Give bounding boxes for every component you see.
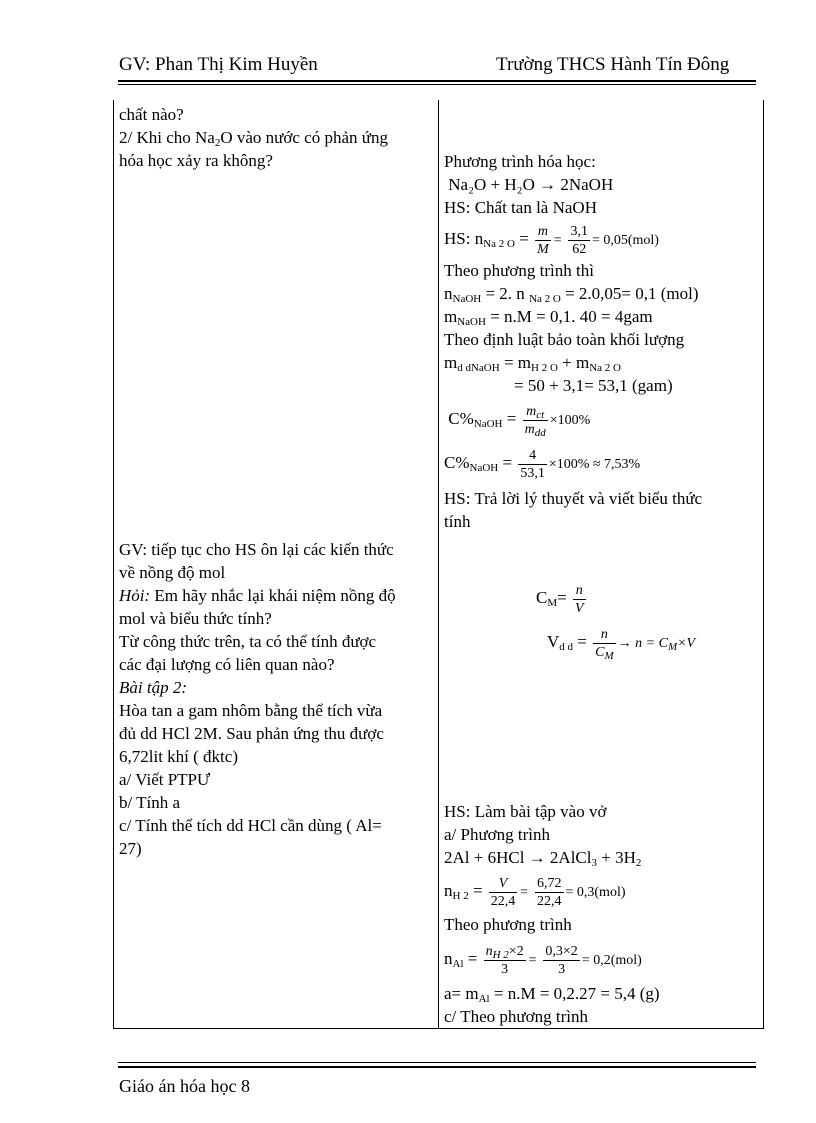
a-pt: a/ Phương trình [444,825,551,844]
c-pt: c/ Theo phương trình [444,1007,588,1026]
header-rule [118,80,756,82]
theo-pt-2: Theo phương trình [444,915,572,934]
right-column [444,150,756,533]
theo-pt: Theo phương trình thì [444,261,594,280]
calc-n-naoh: $n_{NaOH} = 2$. n $_{Na 2 O}$ = 2.0,05= 0,1 (mol) [444,284,699,305]
table-right-border [763,100,764,1029]
pt-title: Phương trình hóa học: [444,152,596,171]
v-formula: $V_{d d}$ = $\frac{n}{C_M}$ → $n = C_M\times V$ [547,626,696,662]
molarity-formulas [444,578,756,664]
hs-solute: HS: Chất tan là NaOH [444,198,597,217]
theo-dl: Theo định luật bảo toàn khối lượng [444,330,685,349]
question-c-2: 27) [119,839,142,858]
text-line: chất nào? [119,105,184,124]
calc-sum: = 50 + 3,1= 53,1 (gam) [514,376,673,395]
calc-mdd: $m_{d dNaOH} = m_{H 2 O} + m_{Na 2 O}$ [444,353,621,374]
equation-1: Na₂O + H₂O → 2NaOH [448,175,614,194]
table-left-border [113,100,114,1029]
c-pct-result: $C\%_{NaOH}$ = $\frac{4}{53,1}$ ×100% ≈ 7,53% [444,447,641,481]
solution-column [444,800,756,1028]
tu-line-2: các đại lượng có liên quan nào? [119,655,335,674]
table-mid-border [438,100,439,1029]
calc-n-h2: $n_{H 2}$ = $\frac{V}{22,4}$ = $\frac{6,72}{22,4}$ = 0,3(mol) [444,875,626,909]
footer-title: Giáo án hóa học 8 [119,1076,250,1096]
footer-rule [118,1066,756,1068]
exercise-label: Bài tập 2: [119,678,187,697]
footer-rule-thin [118,1062,756,1063]
calc-n-al: $n_{Al}$ = $\frac{n_{H 2}\times 2}{3}$ = $\frac{0,3\times 2}{3}$ = 0,2(mol) [444,943,642,977]
c-pct-formula: $C\%_{NaOH}$ = $\frac{m_{ct}}{m_{dd}}$ ×100% [448,403,591,439]
exercise-line-3: 6,72lit khí ( đktc) [119,747,238,766]
hoi-line-1: Hỏi: Em hãy nhắc lại khái niệm nồng độ [119,586,396,605]
header-teacher: GV: Phan Thị Kim Huyền [119,54,318,75]
gv-line-1: GV: tiếp tục cho HS ôn lại các kiến thức [119,540,394,559]
hs-exercise: HS: Làm bài tập vào vở [444,802,607,821]
hs-answer-1: HS: Trả lời lý thuyết và viết biểu thức [444,489,703,508]
question-a: a/ Viết PTPƯ [119,770,211,789]
tu-line-1: Từ công thức trên, ta có thể tính được [119,632,377,651]
left-column-lower [119,538,432,860]
question-2-cont: hóa học xảy ra không? [119,151,273,170]
hs-answer-2: tính [444,512,471,531]
calc-m-naoh: $m_{NaOH} = n.M = 0,1$. 40 = 4gam [444,307,653,328]
question-2: 2/ Khi cho $Na_2O$ vào nước có phản ứng [119,128,388,149]
calc-a: $a= m_{Al} = n.M = 0,2.27 = 5,4$ (g) [444,984,660,1005]
hoi-line-2: mol và biểu thức tính? [119,609,272,628]
exercise-line-1: Hòa tan a gam nhôm bằng thể tích vừa [119,701,383,720]
cm-formula: $C_M=$ $\frac{n}{V}$ [536,582,584,616]
left-column [119,103,432,172]
question-b: b/ Tính a [119,793,181,812]
question-c-1: c/ Tính thể tích dd HCl cần dùng ( Al= [119,816,382,835]
equation-2: 2Al + 6HCl → 2AlCl$_3$ + $3H_2$ [444,848,642,869]
header-rule-thin [118,84,756,85]
gv-line-2: về nồng độ mol [119,563,226,582]
calc-n-na2o: HS: $n_{Na 2 O}$ = $\frac{m}{M}$ = $\frac{3,1}{62}$ = 0,05(mol) [444,223,659,257]
header-school: Trường THCS Hành Tín Đông [496,54,730,75]
table-bottom-border [113,1028,764,1029]
exercise-line-2: đủ dd HCl 2M. Sau phản ứng thu được [119,724,384,743]
